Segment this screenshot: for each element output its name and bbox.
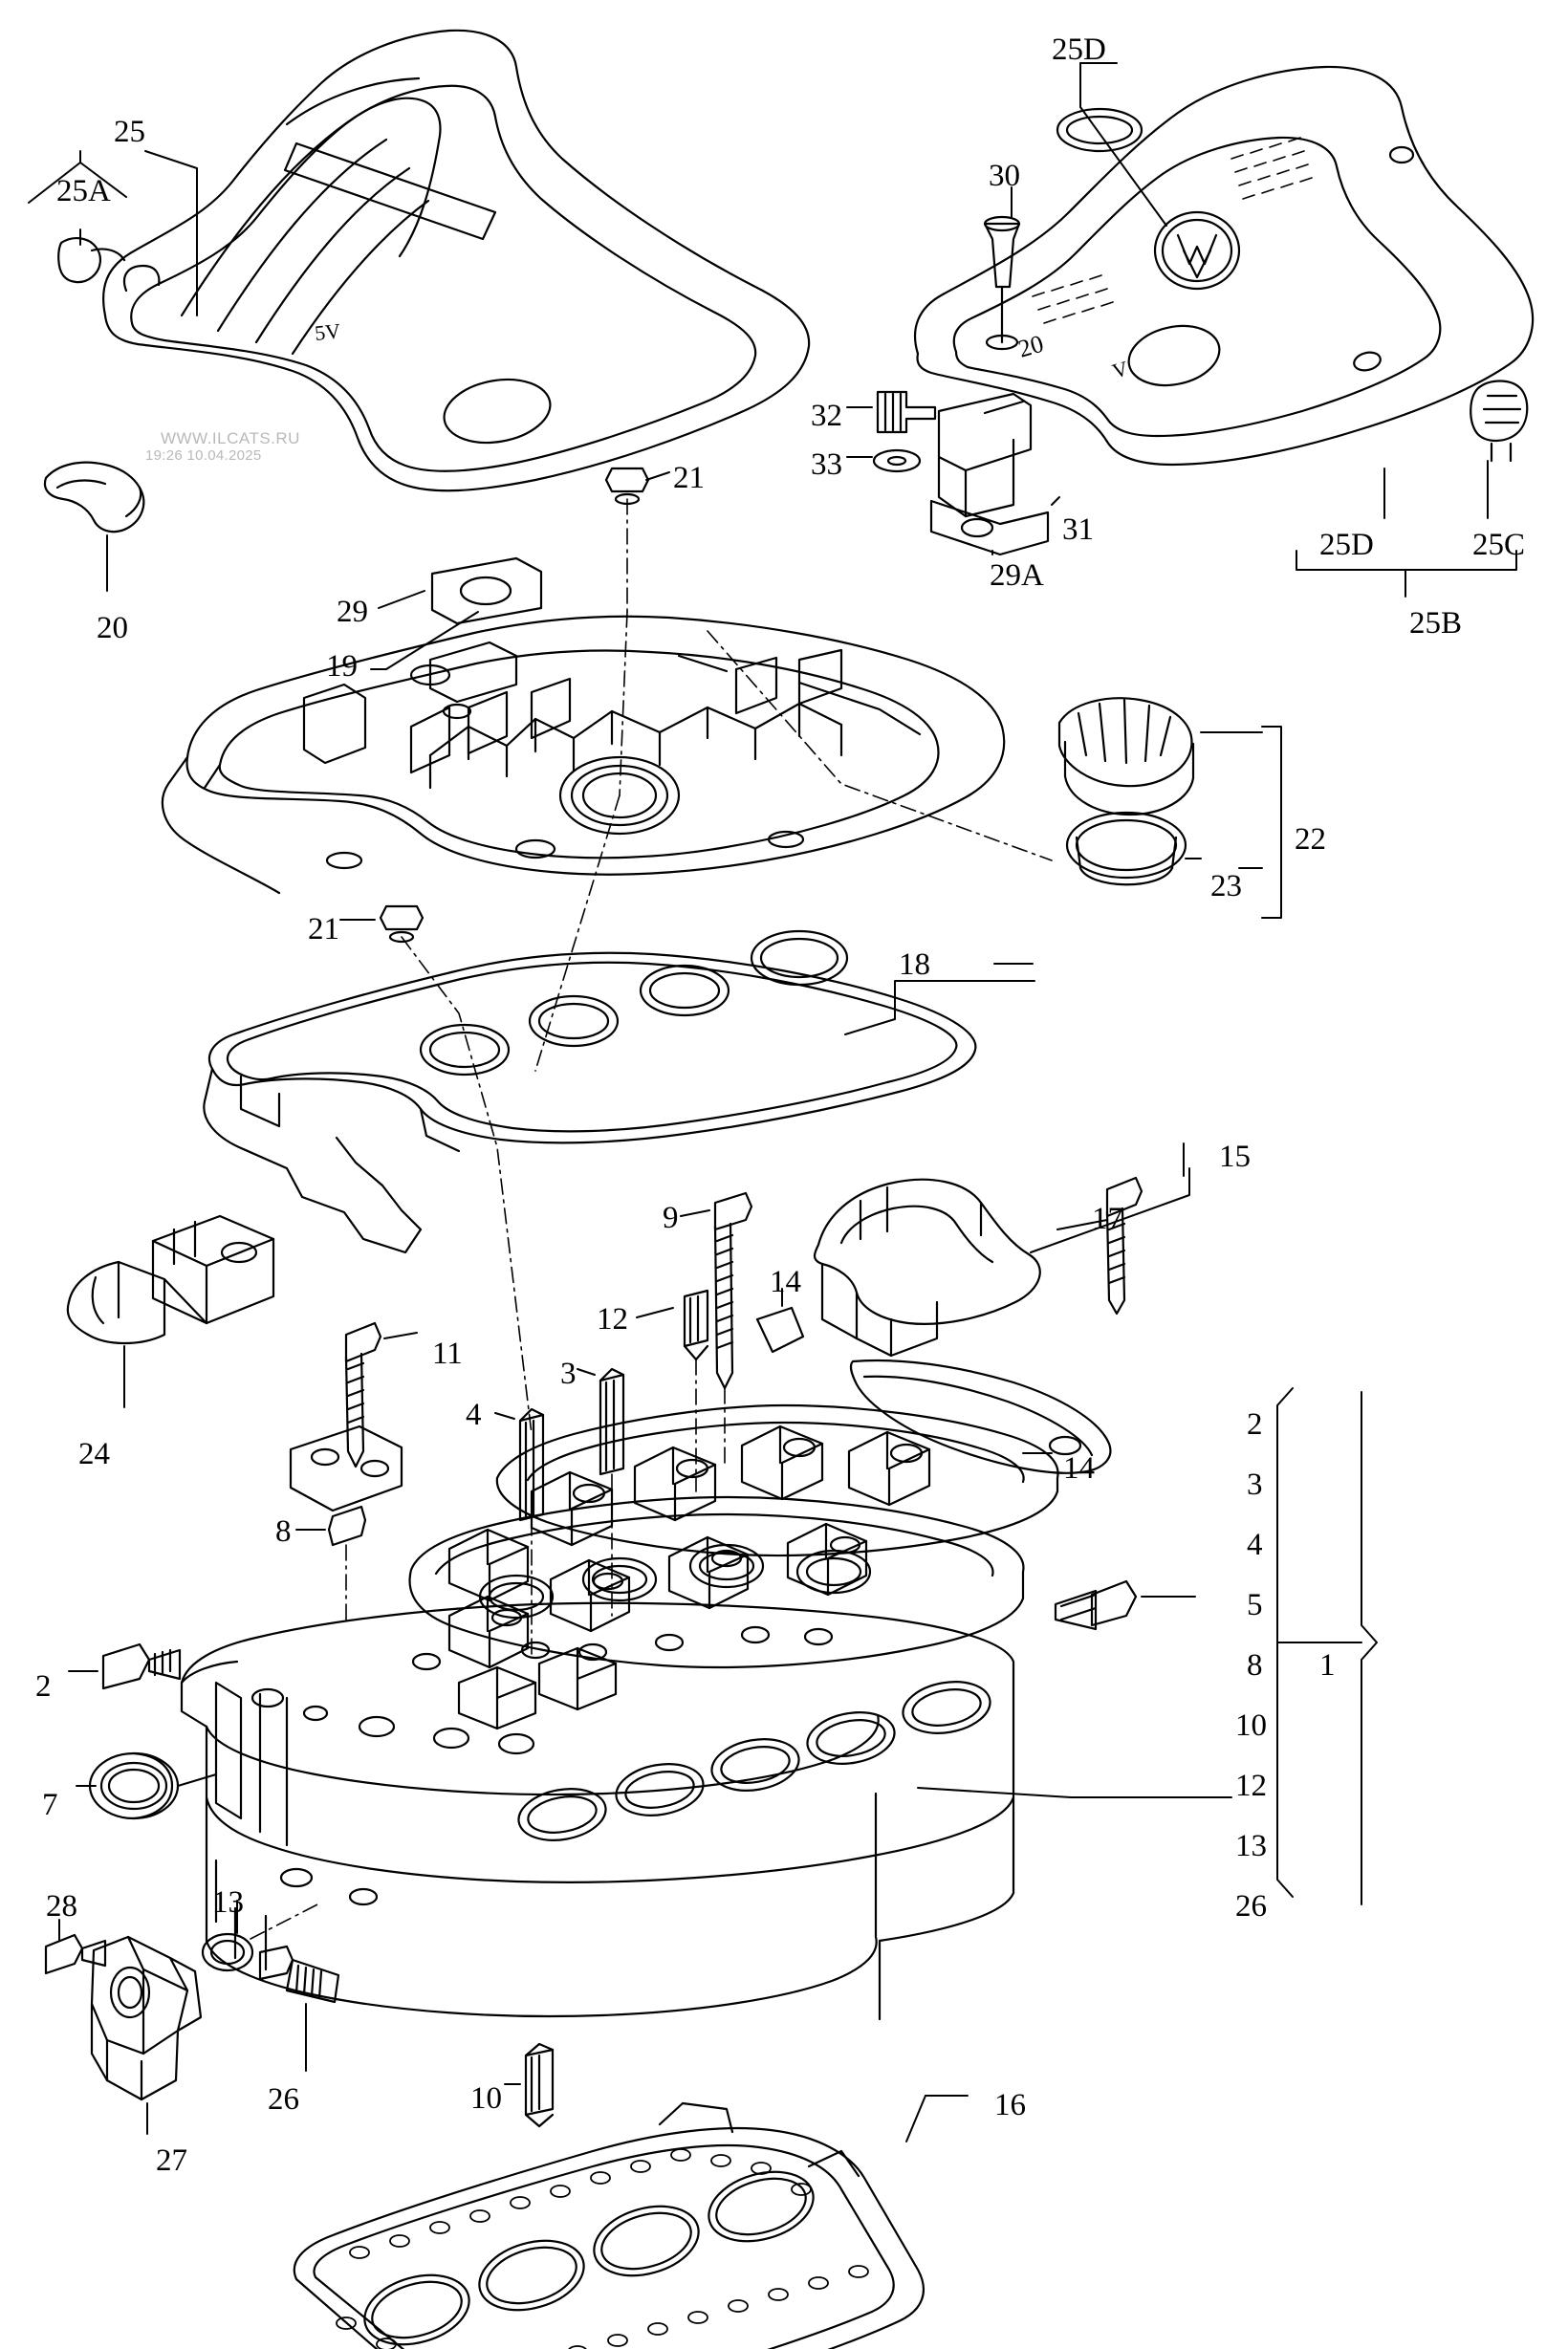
callout-28: 28: [46, 1889, 77, 1924]
callout-25d-top: 25D: [1052, 33, 1106, 67]
watermark-url: WWW.ILCATS.RU: [161, 429, 300, 447]
bracket-29a: [931, 394, 1048, 555]
watermark-timestamp: 19:26 10.04.2025: [145, 447, 262, 464]
clip-25c: [1470, 381, 1527, 462]
bolt-11: [346, 1323, 381, 1467]
stud-26: [260, 1947, 338, 2002]
callout-25: 25: [114, 115, 145, 149]
callout-group-26: 26: [1235, 1889, 1267, 1924]
callout-14-top: 14: [770, 1265, 801, 1299]
callout-group-12: 12: [1235, 1769, 1267, 1803]
callout-group-13: 13: [1235, 1829, 1267, 1863]
cylinder-head-1: [182, 1405, 1058, 2019]
bearing-bracket: [291, 1426, 402, 1511]
callout-20: 20: [97, 611, 128, 645]
callout-26-left: 26: [268, 2082, 299, 2117]
bolt-9: [715, 1193, 751, 1388]
callout-3: 3: [560, 1357, 577, 1391]
callout-7: 7: [42, 1788, 58, 1822]
engine-cover-25: [103, 31, 809, 490]
callout-25a: 25A: [56, 174, 111, 208]
callout-23: 23: [1210, 869, 1242, 903]
callout-14-right: 14: [1063, 1451, 1095, 1486]
callout-group-1: 1: [1319, 1648, 1336, 1683]
callout-33: 33: [811, 447, 842, 482]
stud-3: [600, 1369, 623, 1474]
callout-4: 4: [466, 1398, 482, 1432]
callout-25b: 25B: [1409, 606, 1463, 641]
nut-8: [329, 1507, 365, 1545]
gasket-29: [432, 558, 541, 623]
clip-25a: [58, 238, 124, 282]
callout-group-10: 10: [1235, 1708, 1267, 1743]
callout-10-bottom: 10: [470, 2081, 502, 2116]
svg-text:20: 20: [1014, 329, 1047, 363]
oil-filler-cap-22: [1059, 698, 1193, 884]
callout-group-8: 8: [1247, 1648, 1263, 1683]
callout-group-5: 5: [1247, 1588, 1263, 1622]
callout-30: 30: [989, 159, 1020, 193]
bearing-cap-24: [68, 1216, 273, 1343]
callout-18: 18: [899, 947, 930, 982]
dowel-14: [757, 1308, 803, 1352]
callout-25d-bottom: 25D: [1319, 528, 1374, 562]
callout-group-4: 4: [1247, 1528, 1263, 1562]
callout-29a: 29A: [990, 558, 1044, 593]
dowel-12: [685, 1291, 708, 1359]
callout-11: 11: [432, 1337, 463, 1371]
svg-text:V: V: [1109, 356, 1131, 383]
callout-17: 17: [1092, 1202, 1123, 1236]
callout-8-left: 8: [275, 1514, 292, 1549]
tensioner-15: [815, 1180, 1110, 1473]
callout-16: 16: [994, 2088, 1026, 2122]
seal-ring-25d: [1057, 109, 1142, 151]
callout-32: 32: [811, 399, 842, 433]
callout-25c: 25C: [1472, 528, 1526, 562]
callout-13: 13: [212, 1885, 244, 1920]
washer-33: [874, 450, 920, 471]
callout-29: 29: [337, 595, 368, 629]
callout-21-left: 21: [308, 912, 339, 946]
callout-group-2: 2: [1247, 1407, 1263, 1442]
dowel-10: [526, 2044, 553, 2126]
callout-group-3: 3: [1247, 1468, 1263, 1502]
bracket-20: [45, 463, 143, 532]
callout-12: 12: [597, 1302, 628, 1337]
engine-cover-25b: [915, 67, 1533, 465]
bolt-5: [1056, 1581, 1136, 1629]
callout-2-left: 2: [35, 1669, 52, 1704]
callout-9: 9: [663, 1201, 679, 1235]
head-cover-19: [163, 617, 1004, 893]
screw-32: [878, 392, 935, 432]
bolt-2: [103, 1644, 180, 1688]
svg-text:5V: 5V: [313, 318, 342, 345]
pin-30: [985, 217, 1019, 349]
callout-27: 27: [156, 2143, 187, 2178]
bolt-17: [1107, 1178, 1142, 1314]
callout-31: 31: [1062, 512, 1094, 547]
sensor-27: [92, 1937, 201, 2099]
head-gasket-16: [294, 2103, 924, 2349]
callout-19: 19: [326, 649, 358, 684]
callout-24: 24: [78, 1437, 110, 1471]
seal-7: [90, 1753, 178, 1818]
callout-21-top: 21: [673, 461, 705, 495]
callout-22: 22: [1295, 822, 1326, 857]
bolt-28: [46, 1935, 105, 1973]
group-bracket-1: [1277, 1388, 1377, 1904]
callout-15: 15: [1219, 1140, 1251, 1174]
